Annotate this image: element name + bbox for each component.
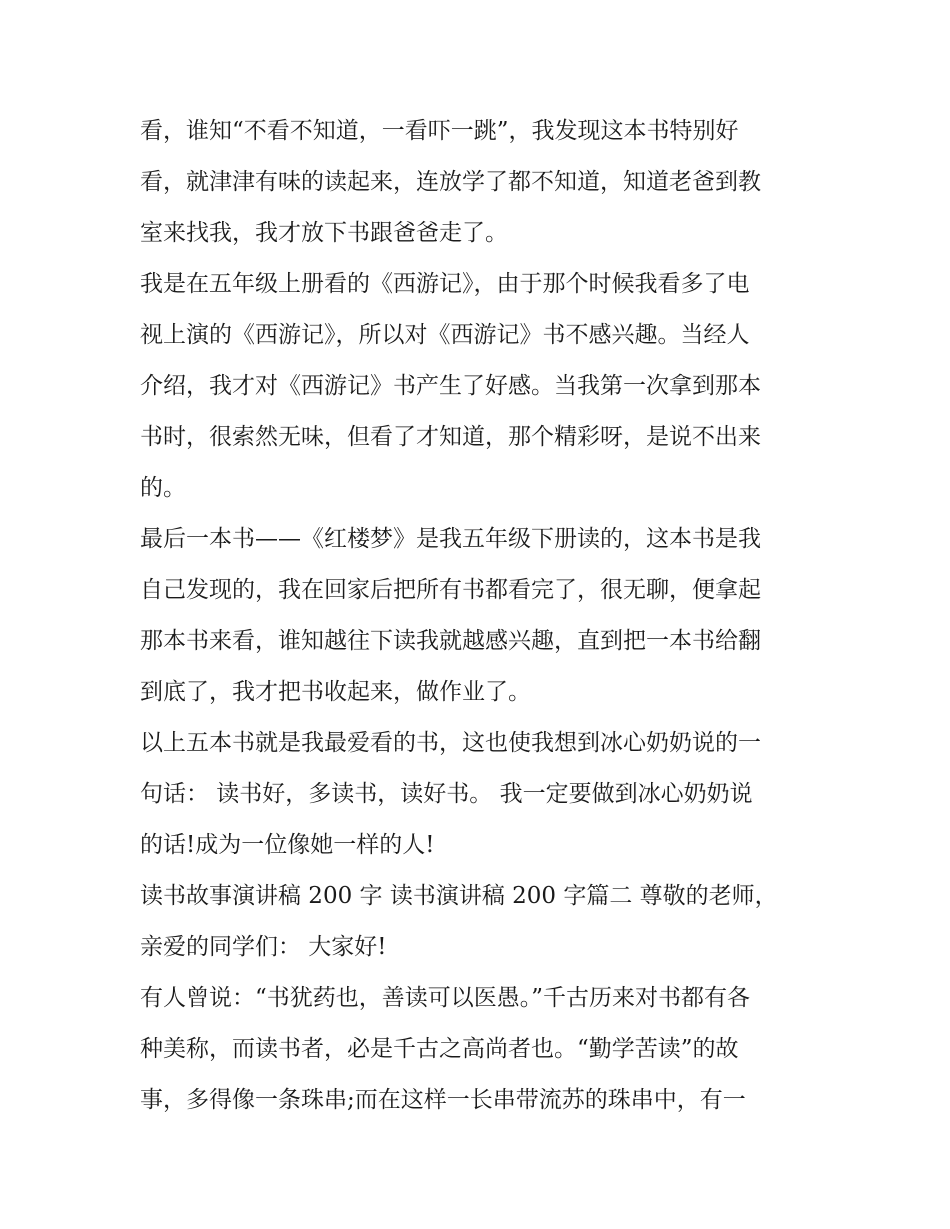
text-line: 种美称，而读书者，必是千古之高尚者也。“勤学苦读”的故 xyxy=(140,1036,739,1062)
text-line: 的话!成为一位像她一样的人! xyxy=(140,832,435,858)
text-line: 的。 xyxy=(140,475,186,501)
text-line: 到底了，我才把书收起来，做作业了。 xyxy=(140,679,531,705)
text-line: 以上五本书就是我最爱看的书，这也使我想到冰心奶奶说的一 xyxy=(140,730,761,756)
text-line: 读书故事演讲稿 200 字 读书演讲稿 200 字篇二 尊敬的老师， xyxy=(140,883,778,909)
text-line: 介绍，我才对《西游记》书产生了好感。当我第一次拿到那本 xyxy=(140,373,761,399)
document-body xyxy=(140,106,820,1126)
text-line: 看，谁知“不看不知道，一看吓一跳”，我发现这本书特别好 xyxy=(140,118,739,144)
text-line: 书时，很索然无味，但看了才知道，那个精彩呀，是说不出来 xyxy=(140,424,761,450)
text-line: 事，多得像一条珠串;而在这样一长串带流苏的珠串中，有一 xyxy=(140,1087,746,1113)
text-line: 我是在五年级上册看的《西游记》，由于那个时候我看多了电 xyxy=(140,271,750,297)
text-line: 有人曾说：“书犹药也，善读可以医愚。”千古历来对书都有各 xyxy=(140,985,751,1011)
text-line: 视上演的《西游记》，所以对《西游记》书不感兴趣。当经人 xyxy=(140,322,750,348)
text-line: 看，就津津有味的读起来，连放学了都不知道，知道老爸到教 xyxy=(140,169,761,195)
text-line: 自己发现的，我在回家后把所有书都看完了，很无聊，便拿起 xyxy=(140,577,761,603)
text-line: 室来找我，我才放下书跟爸爸走了。 xyxy=(140,220,508,246)
text-line: 亲爱的同学们： 大家好! xyxy=(140,934,387,960)
text-line: 最后一本书——《红楼梦》是我五年级下册读的，这本书是我 xyxy=(140,526,761,552)
text-line: 那本书来看，谁知越往下读我就越感兴趣，直到把一本书给翻 xyxy=(140,628,761,654)
text-line: 句话： 读书好，多读书，读好书。 我一定要做到冰心奶奶说 xyxy=(140,781,753,807)
